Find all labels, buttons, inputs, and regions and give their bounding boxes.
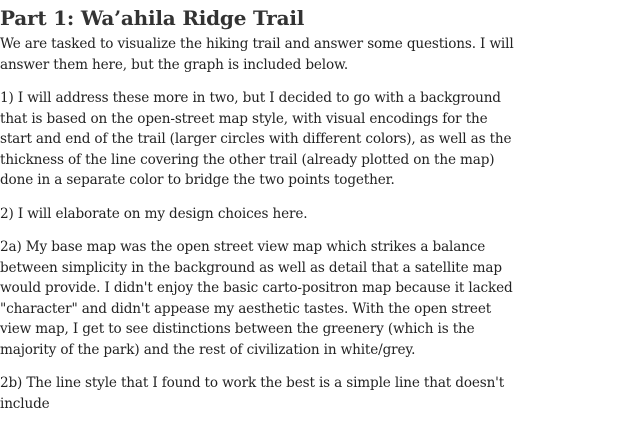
intro-paragraph: We are tasked to visualize the hiking trail and answer some questions. I will answer them here, but the graph is included below. [0,36,514,73]
paragraph-1: 1) I will address these more in two, but I decided to go with a background that is based on the open-street map style, with visual encodings for the start and end of the trail (larger circles with different colors), as well as the thickness of the line covering the other trail (already plotted on the map) done in a separate color to bridge the two points together. [0,90,512,188]
paragraph-2: 2) I will elaborate on my design choices here. [0,205,308,222]
paragraph-2b: 2b) The line style that I found to work the best is a simple line that doesn't include [0,375,505,412]
paragraph-2a: 2a) My base map was the open street view map which strikes a balance between simplicity in the background as well as detail that a satellite map would provide. I didn't enjoy the basic carto-positron map because it lacked "character" and didn't appease my aesthetic tastes. With the open street view map, I get to see distinctions between the greenery (which is the majority of the park) and the rest of civilization in white/grey. [0,239,513,358]
document-body [0,4,520,427]
section-heading: Part 1: Wa’ahila Ridge Trail [0,6,305,30]
